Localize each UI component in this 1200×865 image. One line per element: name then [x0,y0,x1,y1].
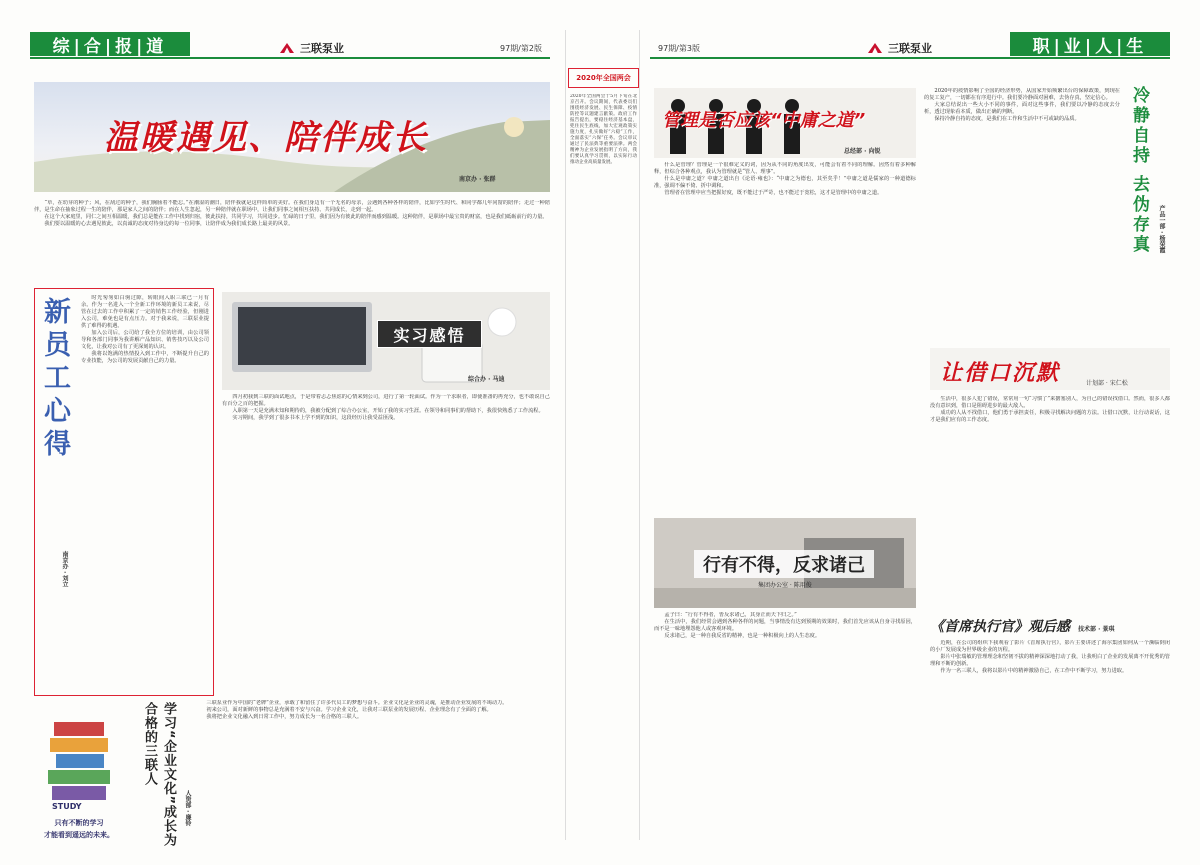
learning-author: 人资部 · 廉铃 [184,790,191,827]
reflection-paragraph: 在生活中，我们经常会遇到各种各样的问题，当事情没有达到预期的效果时，我们首先应该从自身寻找原因，而不是一味地埋怨他人或客观环境。 [654,619,916,632]
ceo-title: 《首席执行官》观后感 [930,619,1070,635]
lead-paragraph: 我们要以温暖的心去遇见彼此，以真诚的态度对待身边的每一位同事，让陪伴成为我们成长路上最美的风景。 [44,221,294,227]
learning-paragraph: 初来公司，面对新鲜的事物总是充满着不安与兴奋。学习企业文化，让我对三联泵业的发展历程、企业理念有了全面的了解。 [206,707,492,713]
new-employee-paragraph: 加入公司后，公司给了我全方位的培训，由公司领导和各部门同事为我讲解产品知识、销售技巧以及公司文化，让我对公司有了更深刻的认识。 [81,330,209,350]
lead-title: 温暖遇见、陪伴成长 [104,118,428,158]
internship-paragraph: 入职第一天是充满未知和期待的，我被分配到了综合办公室，开始了我的实习生涯。在领导和同事们的帮助下，我很快熟悉了工作流程。 [232,408,544,414]
new-employee-body [81,295,209,691]
ceo-paragraph: 近期，在公司的组织下我观看了影片《首席执行官》，影片主要讲述了海尔集团如何从一个濒临倒闭的小厂发展成为世界级企业的历程。 [930,640,1170,653]
two-sessions-title: 2020年全国两会 [576,74,631,82]
management-banner [654,88,916,158]
new-employee-paragraph: 时光匆匆如白驹过隙，转眼间入职三联已一月有余。作为一名进入一个全新工作环境的新员工来说，尽管在过去的工作中积累了一定的销售工作经验，但刚进入公司，难免也是有点压力。对于我来说，三联泵业提供了难得的机遇。 [81,295,209,329]
left-issue: 97期/第2版 [500,44,542,53]
internship-author: 综合办 · 马迪 [468,376,505,383]
calm-title: 冷静自持 去伪存真 [1129,86,1149,255]
calm-paragraph: 保持冷静自持的态度，是我们在工作和生活中不可或缺的品质。 [934,116,1080,122]
internship-body [222,394,550,694]
right-section-banner: 职|业|人|生 [1010,32,1170,56]
two-sessions-body: 2020年全国两会于5月下旬在北京召开。会议期间，代表委员们围绕经济发展、民生保障、疫情防控等议题建言献策。政府工作报告提出，要稳住经济基本盘，兜住民生底线，加大宏观政策实施力度，扎实做好“六稳”工作，全面落实“六保”任务。会议审议通过了民法典等重要法律。两会精神为企业发展指明了方向，我们要认真学习贯彻，以实际行动推动企业高质量发展。 [570,94,637,165]
management-body [654,162,916,552]
reflection-paragraph: 反求诸己，是一种自我反省的精神，也是一种积极向上的人生态度。 [664,633,821,639]
excuse-author: 计划部 · 宋仁松 [1086,380,1128,387]
left-masthead [280,40,344,56]
calm-paragraph: 大家总结说出一些大小不同的事件，面对这些事件，我们要以冷静的态度去分析，透过现象看本质，做出正确的判断。 [924,102,1120,115]
new-employee-author: 南京办 · 刘立 [61,551,68,588]
new-employee-paragraph: 我将以饱满的热情投入到工作中，不断提升自己的专业技能，为公司的发展贡献自己的力量。 [81,351,209,364]
company-logo-icon [280,43,294,53]
reflection-paragraph: 孟子曰：“行有不得者，皆反求诸己，其身正而天下归之。” [664,612,797,618]
lead-paragraph: “草，在幼芽的种子；风，在刮过的种子，我们胸肠着不能忘。”在潮湿的潮日，陪伴我就是这样简单的美好。在我们身边有一个无名的母亲，会遇到各种各样的陪伴，比如学生时代、和同学都几年同窗的陪伴；走过一种陪伴，是生命在抽象过程一生的陪伴，那是家人之间的陪伴；而在人生忽起，另一种陪伴就在职场中，让我们同事之间相互扶持、共同成长，走到一起。 [34,200,550,213]
two-sessions-banner [568,68,639,88]
left-page [30,30,550,848]
left-section-banner: 综|合|报|道 [30,32,190,56]
excuse-body [930,396,1170,608]
calm-body [924,88,1120,360]
new-employee-title: 新员工心得 [39,297,70,462]
ceo-title-row [930,616,1170,638]
ceo-author: 技术部 · 景琪 [1078,626,1115,633]
management-title: 管理是否应该“中庸之道” [662,110,866,131]
new-employee-box [34,288,214,696]
study-book-illustration [34,702,124,862]
left-rule [30,57,550,59]
lead-author: 南京办 · 张群 [459,176,496,183]
right-page [650,30,1170,840]
calm-paragraph: 2020年的疫情影响了全国的经济形势，从国家开始频繁出台的保障政策，到现在的复工复产，一切都在有序进行中。我们要冷静面对困难，去伪存真，坚定信心。 [924,88,1120,101]
middle-strip [565,30,640,840]
lead-paragraph: 在这个大家庭里，同仁之间互相温暖，我们总是能在工作中找到归宿，彼此扶持，共同学习，共同进步。忙碌的日子里，我们因为有彼此的陪伴而感到温暖。这种陪伴，是职场中最宝贵的财富，也是我们砥砺前行的力量。 [44,214,548,220]
management-paragraph: 什么是中庸之道？中庸之道出自《论语·雍也》：“中庸之为德也，其至矣乎！”中庸之道是儒家的一种道德标准，强调不偏不倚、折中调和。 [654,176,916,189]
reflection-banner [654,518,916,608]
reflection-title-box [694,550,874,578]
excuse-paragraph: 成功的人从不找借口，他们勇于承担责任，积极寻找解决问题的方法。让借口沉默，让行动说话，这才是我们应有的工作态度。 [930,410,1170,423]
ceo-paragraph: 影片中张瑞敏的管理理念和坚韧不拔的精神深深地打动了我，让我明白了企业的发展离不开优秀的管理和不断的创新。 [930,654,1170,667]
lead-body [34,200,550,290]
lead-headline-banner [34,82,550,192]
excuse-banner [930,348,1170,390]
ceo-paragraph: 作为一名三联人，我将以影片中的精神激励自己，在工作中不断学习，努力进取。 [940,668,1128,674]
learning-paragraph: 我将把企业文化融入到日常工作中，努力成长为一名合格的三联人。 [206,714,363,720]
internship-paragraph: 四月初我到三联的面试地点，于是带着忐忑焦虑的心情来到公司，进行了第一轮面试。作为一个求职者，即使准备的再充分，也不敢说自己有百分之百的把握。 [222,394,550,407]
calm-author: 产品一部 · 杨荣霞 [1158,205,1165,254]
management-author: 总经部 · 向锐 [844,148,881,155]
excuse-title: 让借口沉默 [940,361,1061,386]
study-caption: STUDY [52,802,82,811]
reflection-author: 集团办公室 · 陈用俊 [758,582,812,589]
management-paragraph: 什么是管理？管理是一个很难定义的词，因为从不同的角度出发，可能会有着不同的理解。因然有着多种解释，但综合各种观点，我认为管理就是“管人、理事”。 [654,162,916,175]
internship-title: 实习感悟 [393,325,466,345]
internship-title-box [377,320,482,348]
internship-paragraph: 实习期间，我学到了很多书本上学不到的知识，这段经历让我受益匪浅。 [232,415,399,421]
ceo-body [930,640,1170,864]
study-caption-line: 才能看到遥远的未来。 [44,830,114,839]
learning-title: 学习“企业文化”成长为合格的三联人 [142,702,176,848]
right-rule [650,57,1170,59]
excuse-paragraph: 生活中，很多人犯了错误，常常用一句“习惯了”来搪塞别人，为自己的错误找借口。然而，很多人都没有意识到，借口是阻碍进步的最大敌人。 [930,396,1170,409]
right-issue: 97期/第3版 [658,44,700,53]
masthead-title: 三联泵业 [888,42,932,55]
learning-paragraph: 三联泵业作为中国的“老牌”企业，承载了和留住了许多代员工的梦想与奋斗。企业文化是企业的灵魂，是推动企业发展的不竭动力。 [206,700,508,706]
right-masthead [868,40,932,56]
masthead-title: 三联泵业 [300,42,344,55]
reflection-body [654,612,916,864]
learning-body [196,700,550,865]
management-paragraph: 管理者在管理中应当把握好度，既不能过于严苛，也不能过于宽松，这才是管理中的中庸之道。 [664,190,883,196]
reflection-title: 行有不得，反求诸己 [703,555,865,576]
internship-photo [222,292,550,390]
company-logo-icon [868,43,882,53]
study-caption-line: 只有不断的学习 [54,818,104,827]
